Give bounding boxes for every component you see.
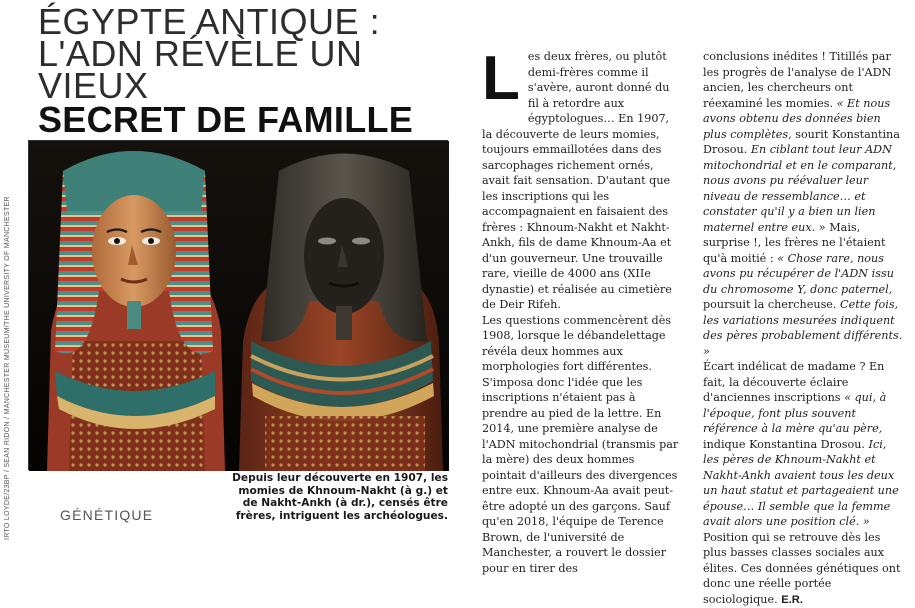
text-run: poursuit la chercheuse.: [703, 298, 841, 311]
photo-caption: Depuis leur découverte en 1907, les momies de Khnoum-Nakht (à g.) et de Nakht-Ankh (à dr.), censés être frères, intriguent les archéologues.: [232, 472, 448, 522]
quote: « Chose rare, nous avons pu récupérer de l'ADN issu du chromosome Y, donc paternel,: [703, 251, 894, 296]
text-run: Mais, surprise !, les frères ne l'étaient qu'à moitié :: [703, 220, 886, 265]
sarcophagi-illustration: [29, 141, 449, 471]
article-title: [38, 1, 458, 140]
quote: En ciblant tout leur ADN mitochondrial et en le comparant, nous avons pu réévaluer leur niveau de ressemblance… et constater qu'il y a bien un lien maternel entre eux. »: [703, 143, 897, 234]
photo-credit: IRTO LOYDE/23BP / SEAN RIDON / MANCHESTER MUSEUM/THE UNIVERSITY OF MANCHESTER: [4, 196, 11, 540]
section-rubric: GÉNÉTIQUE: [60, 507, 154, 523]
title-line-1: ÉGYPTE ANTIQUE :: [38, 1, 381, 42]
article-column-2: [703, 49, 903, 608]
article-paragraph-3: [703, 49, 903, 359]
article-paragraph-2: Les questions commencèrent dès 1908, lorsque le débandelettage révéla deux hommes aux morphologies fort différentes. S'imposa donc l'idée que les inscriptions n'étaient pas à prendre au pied de la lettre. En 2014, une première analyse de l'ADN mitochondrial (transmis par la mère) des deux hommes pointait d'ailleurs des divergences entre eux. Khnoum-Aa avait peut-être adopté un des garçons. Sauf qu'en 2018, l'équipe de Terence Brown, de l'université de Manchester, a rouvert le dossier pour en tirer des: [482, 313, 679, 575]
quote: « qui, à l'époque, font plus souvent référence à la mère qu'au père,: [703, 391, 887, 435]
author-signature: E.R.: [781, 593, 803, 606]
quote: « Et nous avons obtenu des données bien plus complètes,: [703, 96, 891, 141]
text-run: conclusions inédites ! Titillés par les progrès de l'analyse de l'ADN ancien, les chercheurs ont réexaminé les momies.: [703, 50, 892, 110]
mummy-cases-photo: [28, 140, 448, 470]
drop-cap: L: [482, 44, 520, 113]
text-run: Écart indélicat de madame ? En fait, la découverte éclaire d'anciennes inscriptions: [703, 360, 885, 404]
text-run: indique Konstantina Drosou.: [703, 437, 869, 451]
title-line-2: L'ADN RÉVÈLE UN VIEUX: [38, 33, 363, 106]
title-line-3: SECRET DE FAMILLE: [38, 99, 414, 140]
quote: Cette fois, les variations mesurées indiquent des pères probablement différents. »: [703, 298, 903, 358]
article-paragraph-1: es deux frères, ou plutôt demi-frères comme il s'avère, auront donné du fil à retordre aux égyptologues… En 1907, la découverte de leurs momies, toujours emmaillotées dans des sarcophages richement ornés, avait fait sensation. D'autant que les inscriptions qui les accompagnaient en faisaient des frères : Khnoum-Nakht et Nakht-Ankh, fils de dame Khnoum-Aa et d'un gouverneur. Une trouvaille rare, vieille de 4000 ans (XIIe dynastie) et réalisée au cimetière de Deir Rifeh.: [482, 50, 672, 311]
text-run: sourit Konstantina Drosou.: [703, 127, 900, 156]
text-run: Position qui se retrouve dès les plus basses classes sociales aux élites. Ces données génétiques ont donc une réelle portée sociologique.: [703, 530, 901, 606]
quote: Ici, les pères de Khnoum-Nakht et Nakht-Ankh avaient tous les deux un haut statut et partageaient une épouse… Il semble que la femme avait alors une position clé. »: [703, 437, 899, 528]
article-column-1: [482, 44, 679, 576]
article-paragraph-4: [703, 359, 903, 608]
